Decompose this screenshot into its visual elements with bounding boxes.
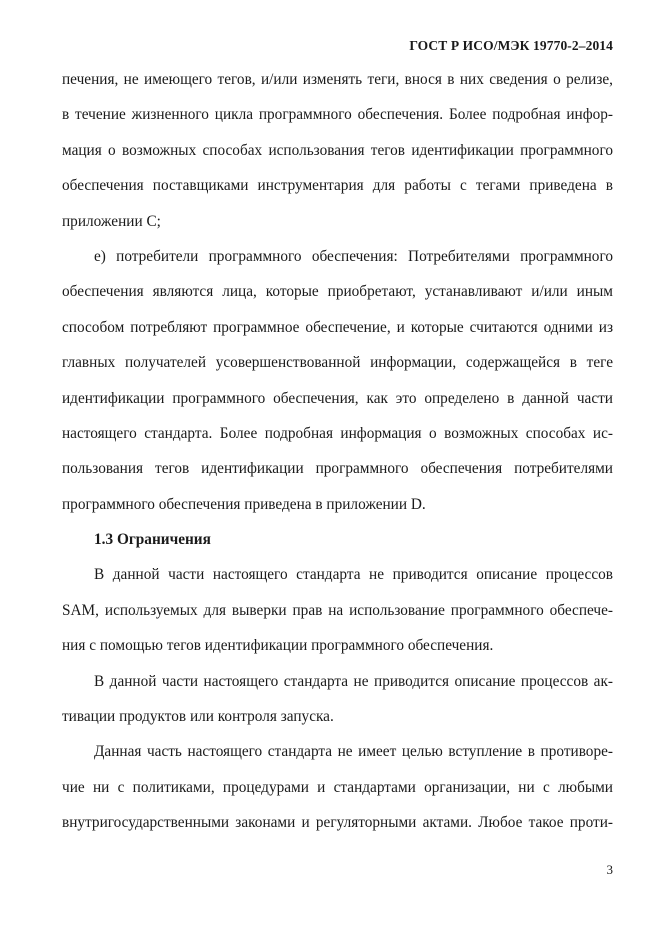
text-line: настоящего стандарта. Более подробная информация о возможных способах ис- <box>62 424 613 442</box>
section-heading: 1.3 Ограничения <box>94 531 211 549</box>
text-line: обеспечения являются лица, которые приобретают, устанавливают и/или иным <box>62 283 613 301</box>
page-number: 3 <box>606 862 613 877</box>
list-item-consumers: e) потребители программного обеспечения: Потребителями программного <box>94 247 613 265</box>
text-line: печения, не имеющего тегов, и/или изменять теги, внося в них сведения о релизе, <box>62 71 613 88</box>
text-line: в течение жизненного цикла программного обеспечения. Более подробная инфор- <box>62 106 613 124</box>
text-line: ния с помощью тегов идентификации программного обеспечения. <box>62 637 494 655</box>
text-line: программного обеспечения приведена в приложении D. <box>62 495 426 513</box>
text-line: тивации продуктов или контроля запуска. <box>62 708 334 726</box>
text-line: идентификации программного обеспечения, как это определено в данной части <box>62 389 613 407</box>
document-body <box>62 62 613 841</box>
text-line: главных получателей усовершенствованной информации, содержащейся в теге <box>62 354 613 372</box>
text-line: обеспечения поставщиками инструментария для работы с тегами приведена в <box>62 177 613 195</box>
text-line: пользования тегов идентификации программного обеспечения потребителями <box>62 460 613 478</box>
document-header-standard-id: ГОСТ Р ИСО/МЭК 19770-2–2014 <box>409 38 613 53</box>
text-line: способом потребляют программное обеспечение, и которые считаются одними из <box>62 318 613 336</box>
paragraph-start: В данной части настоящего стандарта не приводится описание процессов ак- <box>94 672 613 690</box>
paragraph-start: Данная часть настоящего стандарта не имеет целью вступление в противоре- <box>94 743 613 761</box>
text-line: SAM, используемых для выверки прав на использование программного обеспече- <box>62 601 613 619</box>
paragraph-start: В данной части настоящего стандарта не приводится описание процессов <box>94 566 613 584</box>
text-line: чие ни с политиками, процедурами и стандартами организации, ни с любыми <box>62 778 613 796</box>
text-line: внутригосударственными законами и регуляторными актами. Любое такое проти- <box>62 814 613 832</box>
text-line: мация о возможных способах использования тегов идентификации программного <box>62 141 613 159</box>
text-line: приложении C; <box>62 212 161 230</box>
